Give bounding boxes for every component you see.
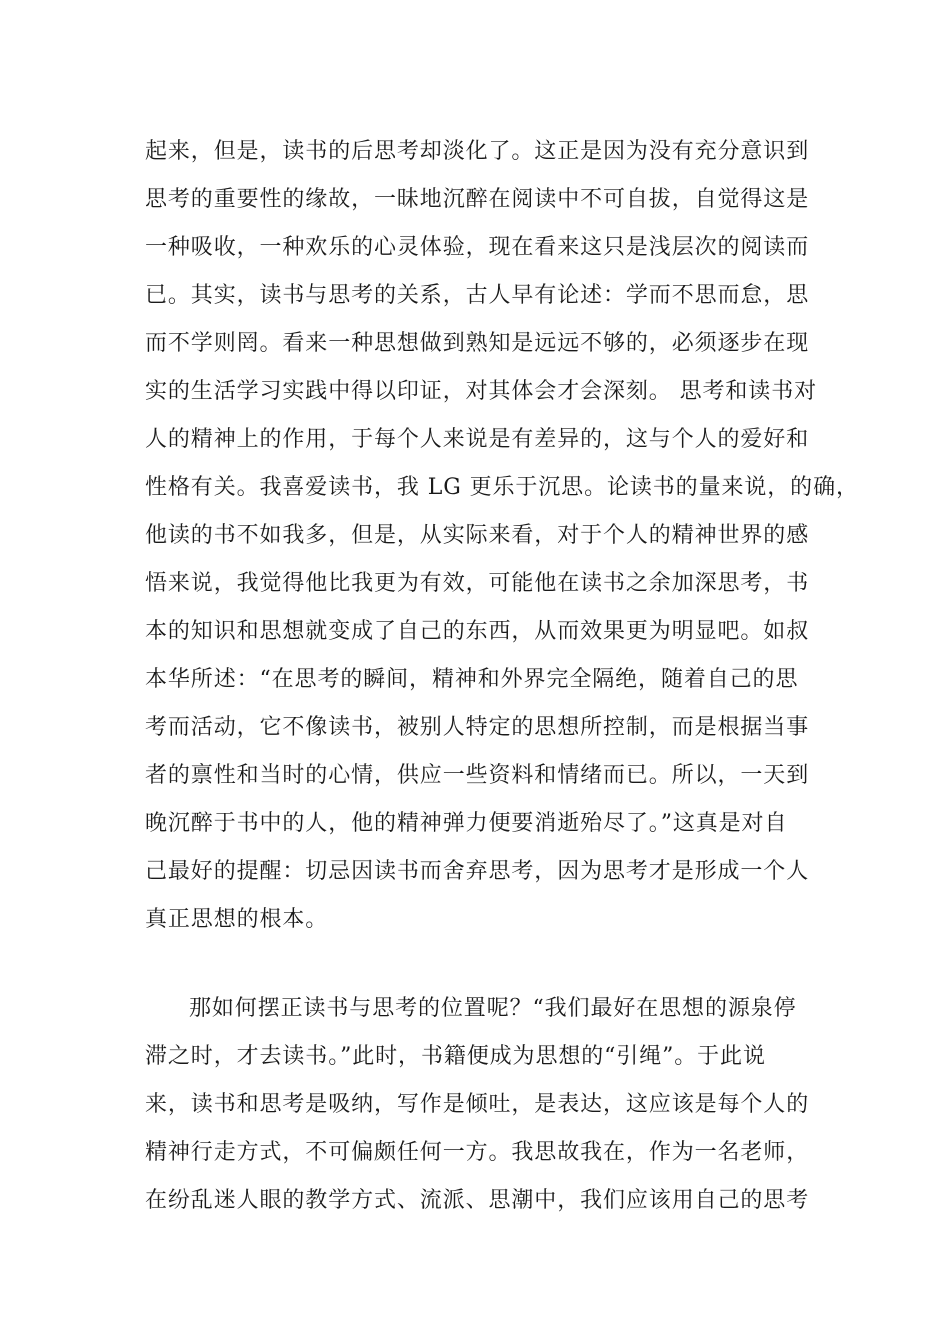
text-line: 他读的书不如我多，但是，从实际来看，对于个人的精神世界的感 <box>145 523 810 548</box>
text-line: 在纷乱迷人眼的教学方式、流派、思潮中，我们应该用自己的思考 <box>145 1188 810 1213</box>
text-line: 考而活动，它不像读书，被别人特定的思想所控制，而是根据当事 <box>145 715 810 740</box>
text-line: 性格有关。我喜爱读书，我 LG 更乐于沉思。论读书的量来说，的确， <box>145 475 859 500</box>
text-line: 悟来说，我觉得他比我更为有效，可能他在读书之余加深思考，书 <box>145 571 810 596</box>
text-line: 起来，但是，读书的后思考却淡化了。这正是因为没有充分意识到 <box>145 139 810 164</box>
text-line: 滞之时，才去读书。”此时，书籍便成为思想的“引绳”。于此说 <box>145 1044 766 1069</box>
text-line: 一种吸收，一种欢乐的心灵体验，现在看来这只是浅层次的阅读而 <box>145 235 810 260</box>
text-line: 晚沉醉于书中的人，他的精神弹力便要消逝殆尽了。”这真是对自 <box>145 811 788 836</box>
text-line: 那如何摆正读书与思考的位置呢？“我们最好在思想的源泉停 <box>189 996 797 1021</box>
text-line: 真正思想的根本。 <box>145 907 329 932</box>
text-line: 本华所述：“在思考的瞬间，精神和外界完全隔绝，随着自己的思 <box>145 667 799 692</box>
text-line: 思考的重要性的缘故，一昧地沉醉在阅读中不可自拔，自觉得这是 <box>145 187 810 212</box>
text-line: 实的生活学习实践中得以印证，对其体会才会深刻。 思考和读书对 <box>145 379 817 404</box>
paragraph-2 <box>145 985 835 1225</box>
text-line: 人的精神上的作用，于每个人来说是有差异的，这与个人的爱好和 <box>145 427 810 452</box>
text-line: 己最好的提醒：切忌因读书而舍弃思考，因为思考才是形成一个人 <box>145 859 810 884</box>
text-line: 精神行走方式，不可偏颇任何一方。我思故我在，作为一名老师， <box>145 1140 810 1165</box>
text-line: 者的禀性和当时的心情，供应一些资料和情绪而已。所以，一天到 <box>145 763 810 788</box>
paragraph-1 <box>145 128 859 944</box>
text-line: 来，读书和思考是吸纳，写作是倾吐，是表达，这应该是每个人的 <box>145 1092 810 1117</box>
text-line: 而不学则罔。看来一种思想做到熟知是远远不够的，必须逐步在现 <box>145 331 810 356</box>
text-line: 本的知识和思想就变成了自己的东西，从而效果更为明显吧。如叔 <box>145 619 810 644</box>
text-line: 已。其实，读书与思考的关系，古人早有论述：学而不思而怠，思 <box>145 283 810 308</box>
